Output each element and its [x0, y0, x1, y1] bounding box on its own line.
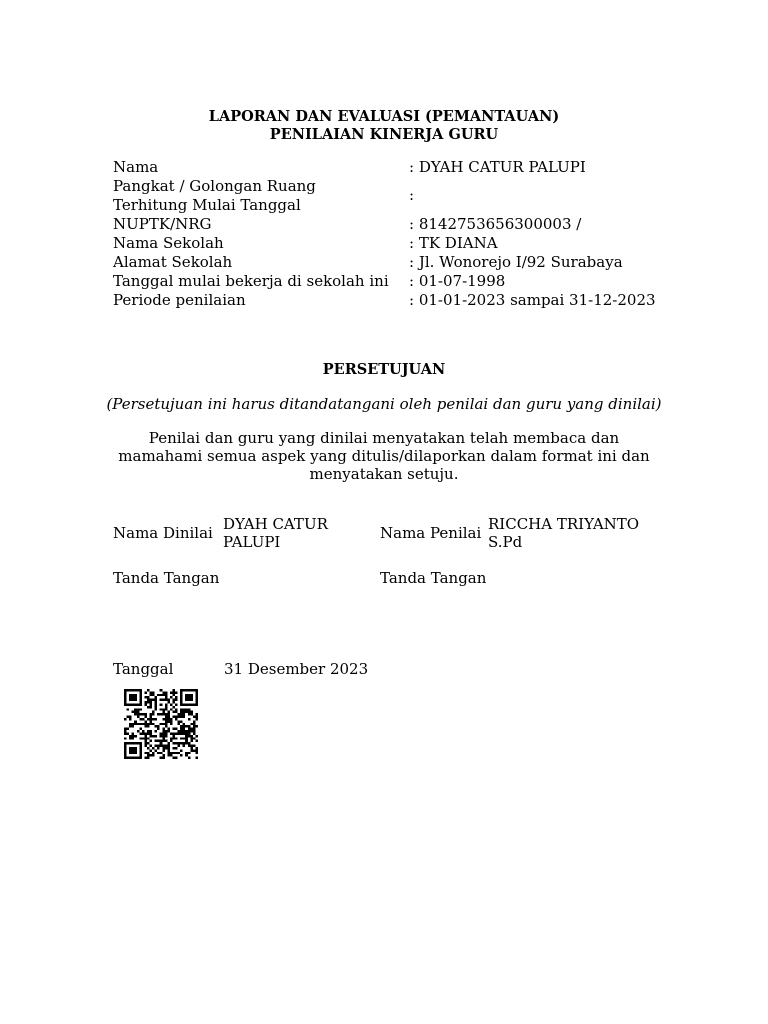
qr-code-icon: [124, 689, 198, 759]
alamat-value: : Jl. Wonorejo I/92 Surabaya: [409, 253, 623, 271]
penilai-name: [488, 515, 639, 551]
periode-value: : 01-01-2023 sampai 31-12-2023: [409, 291, 656, 309]
nuptk-label: NUPTK/NRG: [113, 215, 212, 233]
tanggal-value: 31 Desember 2023: [224, 660, 369, 678]
nuptk-value: : 8142753656300003 /: [409, 215, 582, 233]
dinilai-name-line-1: DYAH CATUR: [223, 515, 328, 533]
alamat-label: Alamat Sekolah: [113, 253, 233, 271]
persetujuan-note: (Persetujuan ini harus ditandatangani oleh penilai dan guru yang dinilai): [106, 395, 662, 413]
dinilai-name-line-2: PALUPI: [223, 533, 281, 551]
sekolah-value: : TK DIANA: [409, 234, 498, 252]
ttd-penilai-label: Tanda Tangan: [380, 569, 487, 587]
nama-value: : DYAH CATUR PALUPI: [409, 158, 586, 176]
sekolah-label: Nama Sekolah: [113, 234, 224, 252]
penilai-name-line-2: S.Pd: [488, 533, 523, 551]
mulai-label: Tanggal mulai bekerja di sekolah ini: [113, 272, 389, 290]
pangkat-label: [113, 177, 316, 215]
nama-label: Nama: [113, 158, 159, 176]
dinilai-name: [223, 515, 328, 551]
pangkat-label-line-1: Pangkat / Golongan Ruang: [113, 177, 316, 195]
persetujuan-paragraph: [0, 429, 768, 483]
pangkat-label-line-2: Terhitung Mulai Tanggal: [113, 196, 301, 214]
document-title: [0, 108, 768, 144]
title-line-1: LAPORAN DAN EVALUASI (PEMANTAUAN): [208, 108, 560, 125]
paragraph-line-2: mamahami semua aspek yang ditulis/dilaporkan dalam format ini dan: [118, 447, 650, 465]
persetujuan-heading: PERSETUJUAN: [322, 361, 446, 378]
title-line-2: PENILAIAN KINERJA GURU: [269, 126, 499, 143]
ttd-dinilai-label: Tanda Tangan: [113, 569, 220, 587]
penilai-label: Nama Penilai: [380, 524, 482, 542]
pangkat-value: :: [409, 186, 415, 204]
mulai-value: : 01-07-1998: [409, 272, 506, 290]
paragraph-line-3: menyatakan setuju.: [309, 465, 459, 483]
penilai-name-line-1: RICCHA TRIYANTO: [488, 515, 640, 533]
periode-label: Periode penilaian: [113, 291, 246, 309]
dinilai-label: Nama Dinilai: [113, 524, 213, 542]
paragraph-line-1: Penilai dan guru yang dinilai menyatakan telah membaca dan: [148, 429, 620, 447]
tanggal-label: Tanggal: [113, 660, 174, 678]
